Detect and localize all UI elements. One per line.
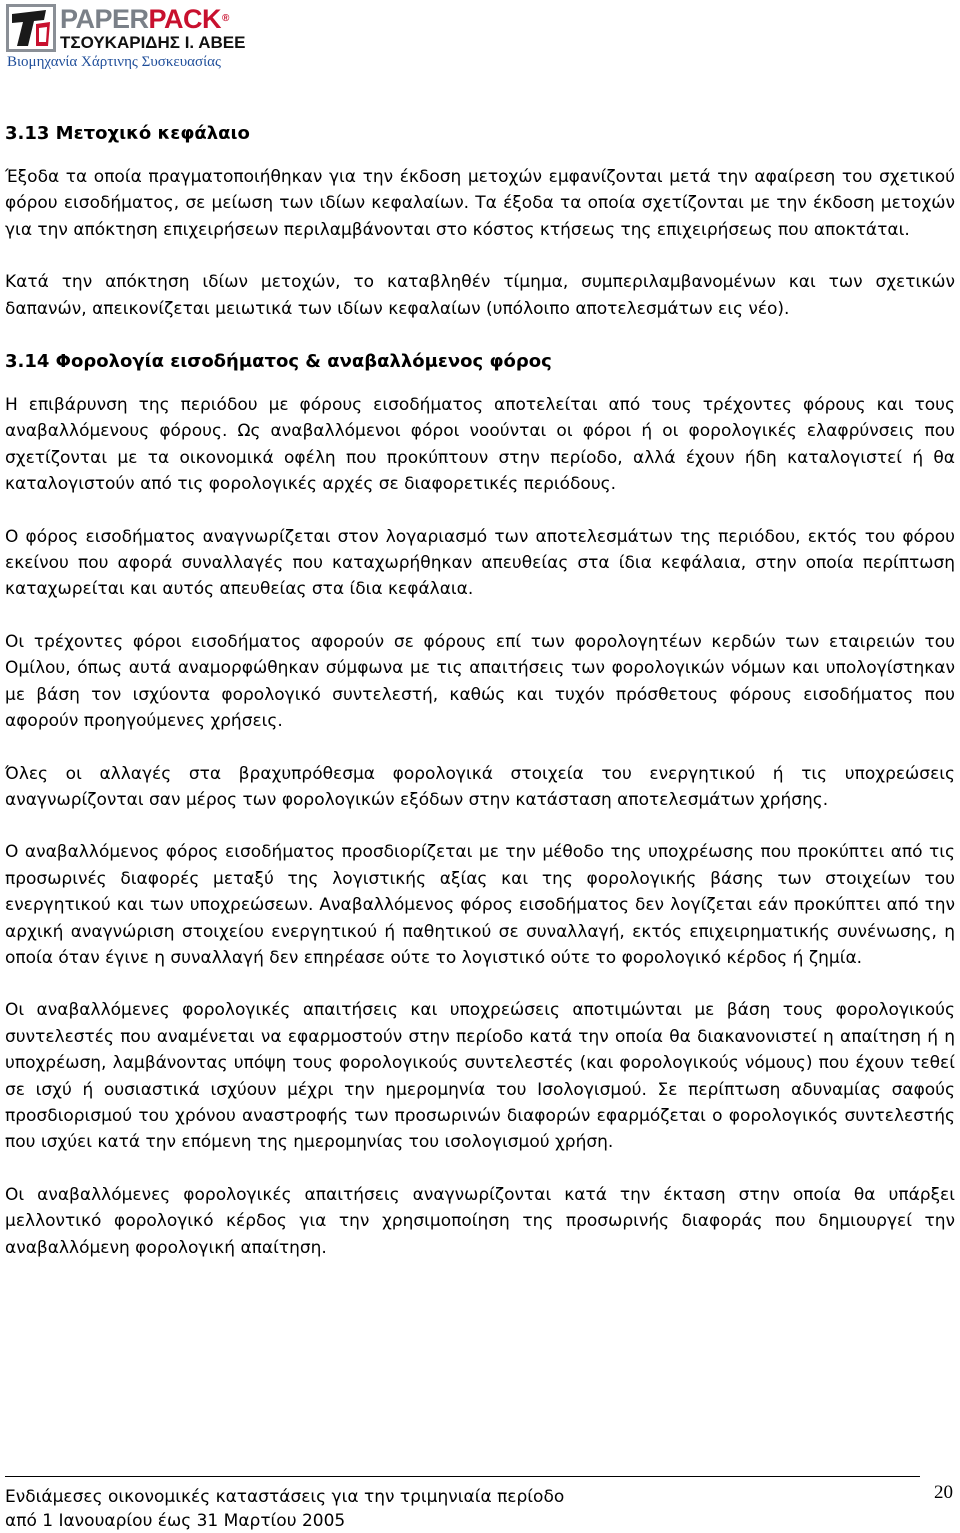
footer-divider [5, 1476, 920, 1477]
paragraph: Κατά την απόκτηση ιδίων μετοχών, το καταβληθέν τίμημα, συμπεριλαμβανομένων και των σχετικών δαπανών, απεικονίζεται μειωτικά των ιδίων κεφαλαίων (υπόλοιπο αποτελεσμάτων εις νέο). [5, 272, 955, 319]
footer-line-1: Ενδιάμεσες οικονομικές καταστάσεις για την τριμηνιαία περίοδο [5, 1487, 565, 1507]
paragraph: Όλες οι αλλαγές στα βραχυπρόθεσμα φορολογικά στοιχεία του ενεργητικού ή τις υποχρεώσεις αναγνωρίζονται σαν μέρος των φορολογικών εξόδων στην κατάσταση αποτελεσμάτων χρήσης. [5, 763, 955, 810]
brand-wordmark [60, 4, 229, 34]
brand-pack-text: PACK [148, 4, 222, 34]
paragraph: Ο αναβαλλόμενος φόρος εισοδήματος προσδιορίζεται με την μέθοδο της υποχρέωσης που προκύπτει από τις προσωρινές διαφορές μεταξύ της λογιστικής αξίας και της φορολογικής βάσης των στοιχείων του ενεργητικού και των υποχρεώσεων. Αναβαλλόμενος φόρος εισοδήματος δεν λογίζεται εάν προκύπτει από την αρχική αναγνώριση στοιχείου ενεργητικού ή παθητικού σε συναλλαγή, εκτός επιχειρηματικής συνένωσης, η οποία όταν έγινε η συναλλαγή δεν επηρέασε ούτε το λογιστικό ούτε το φορολογικό κέρδος ή ζημία. [5, 842, 955, 968]
paragraph: Οι τρέχοντες φόροι εισοδήματος αφορούν σε φόρους επί των φορολογητέων κερδών των εταιρειών του Ομίλου, όπως αυτά αναμορφώθηκαν σύμφωνα με τις απαιτήσεις των φορολογικών νόμων και υπολογίστηκαν με βάση τον ισχύοντα φορολογικό συντελεστή, καθώς και τυχόν πρόσθετους φόρους εισοδήματος που αφορούν προηγούμενες χρήσεις. [5, 631, 955, 732]
section-heading-share-capital: 3.13 Μετοχικό κεφάλαιο [5, 123, 250, 144]
company-tagline: Βιομηχανία Χάρτινης Συσκευασίας [7, 54, 221, 70]
paperpack-logo-icon [6, 4, 56, 52]
paragraph: Η επιβάρυνση της περιόδου με φόρους εισοδήματος αποτελείται από τους τρέχοντες φόρους και τους αναβαλλόμενους φόρους. Ως αναβαλλόμενοι φόροι νοούνται οι φόροι ή οι φορολογικές ελαφρύνσεις που σχετίζονται με τα οικονομικά οφέλη που προκύπτουν στην περίοδο, αλλά έχουν ήδη καταλογιστεί ή θα καταλογιστούν από τις φορολογικές αρχές σε διαφορετικές περιόδους. [5, 395, 955, 495]
footer-caption [5, 1485, 564, 1533]
brand-paper-text: PAPER [60, 4, 149, 34]
paragraph: Έξοδα τα οποία πραγματοποιήθηκαν για την έκδοση μετοχών εμφανίζονται μετά την αφαίρεση του σχετικού φόρου εισοδήματος, σε μείωση των ιδίων κεφαλαίων. Τα έξοδα τα οποία σχετίζονται με την έκδοση μετοχών για την απόκτηση επιχειρήσεων περιλαμβάνονται στο κόστος κτήσεως της επιχειρήσεως που αποκτάται. [5, 167, 955, 240]
footer-line-2: από 1 Ιανουαρίου έως 31 Μαρτίου 2005 [5, 1511, 346, 1531]
section-heading-income-tax: 3.14 Φορολογία εισοδήματος & αναβαλλόμενος φόρος [5, 351, 552, 373]
document-body [5, 120, 955, 1261]
company-logo [6, 4, 266, 70]
company-name: ΤΣΟΥΚΑΡΙΔΗΣ Ι. ΑΒΕΕ [60, 33, 246, 52]
paragraph: Ο φόρος εισοδήματος αναγνωρίζεται στον λογαριασμό των αποτελεσμάτων της περιόδου, εκτός του φόρου εκείνου που αφορά συναλλαγές που καταχωρήθηκαν απευθείας στα ίδια κεφάλαια, στην οποία περίπτωση καταχωρείται και αυτός απευθείας στα ίδια κεφάλαια. [5, 526, 955, 600]
paragraph: Οι αναβαλλόμενες φορολογικές απαιτήσεις και υποχρεώσεις αποτιμώνται με βάση τους φορολογικούς συντελεστές που αναμένεται να εφαρμοστούν στην περίοδο κατά την οποία θα διακανονιστεί η απαίτηση ή η υποχρέωση, λαμβάνοντας υπόψη τους φορολογικούς συντελεστές (και φορολογικούς νόμους) που έχουν τεθεί σε ισχύ ή ουσιαστικά ισχύουν μέχρι την ημερομηνία του Ισολογισμού. Σε περίπτωση αδυναμίας σαφούς προσδιορισμού του χρόνου αναστροφής των προσωρινών διαφορών εφαρμόζεται ο φορολογικός συντελεστής που ισχύει κατά την επόμενη της ημερομηνίας του ισολογισμού χρήση. [5, 1000, 955, 1153]
registered-mark: ® [222, 13, 229, 24]
paragraph: Οι αναβαλλόμενες φορολογικές απαιτήσεις αναγνωρίζονται κατά την έκταση στην οποία θα υπάρξει μελλοντικό φορολογικό κέρδος για την χρησιμοποίηση της προσωρινής διαφοράς που δημιουργεί την αναβαλλόμενη φορολογική απαίτηση. [5, 1184, 955, 1258]
page-number: 20 [934, 1482, 953, 1503]
